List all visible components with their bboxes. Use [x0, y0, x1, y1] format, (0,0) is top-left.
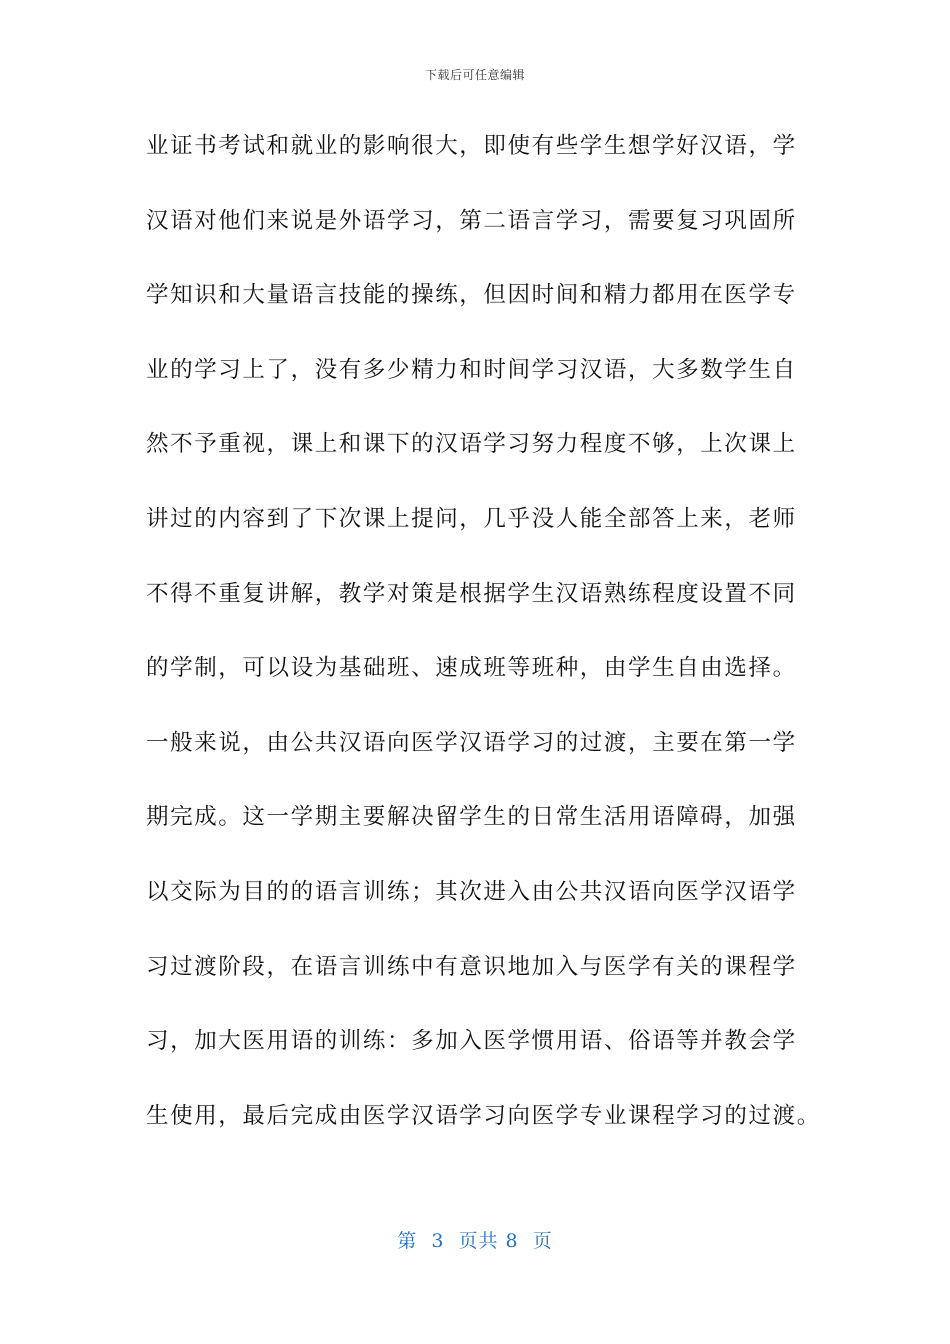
text-line: 习过渡阶段，在语言训练中有意识地加入与医学有关的课程学 — [146, 953, 797, 980]
text-line: 以交际为目的的语言训练；其次进入由公共汉语向医学汉语学 — [146, 878, 797, 905]
text-line: 不得不重复讲解，教学对策是根据学生汉语熟练程度设置不同 — [146, 580, 797, 607]
body-text — [146, 124, 826, 1168]
text-line: 学知识和大量语言技能的操练，但因时间和精力都用在医学专 — [146, 282, 797, 309]
page-number-footer: 第 3 页共 8 页 — [397, 1230, 553, 1252]
header-note: 下载后可任意编辑 — [424, 68, 525, 82]
text-line: 讲过的内容到了下次课上提问，几乎没人能全部答上来，老师 — [146, 505, 797, 532]
text-line: 一般来说，由公共汉语向医学汉语学习的过渡，主要在第一学 — [146, 729, 797, 756]
text-line: 生使用，最后完成由医学汉语学习向医学专业课程学习的过渡。 — [146, 1102, 821, 1129]
text-line: 然不予重视，课上和课下的汉语学习努力程度不够，上次课上 — [146, 431, 797, 458]
text-line: 汉语对他们来说是外语学习，第二语言学习，需要复习巩固所 — [146, 207, 797, 234]
text-line: 习，加大医用语的训练：多加入医学惯用语、俗语等并教会学 — [146, 1028, 797, 1055]
text-line: 的学制，可以设为基础班、速成班等班种，由学生自由选择。 — [146, 655, 797, 682]
text-line: 期完成。这一学期主要解决留学生的日常生活用语障碍，加强 — [146, 804, 797, 831]
text-line: 业的学习上了，没有多少精力和时间学习汉语，大多数学生自 — [146, 356, 797, 383]
text-line: 业证书考试和就业的影响很大，即使有些学生想学好汉语，学 — [146, 133, 797, 159]
